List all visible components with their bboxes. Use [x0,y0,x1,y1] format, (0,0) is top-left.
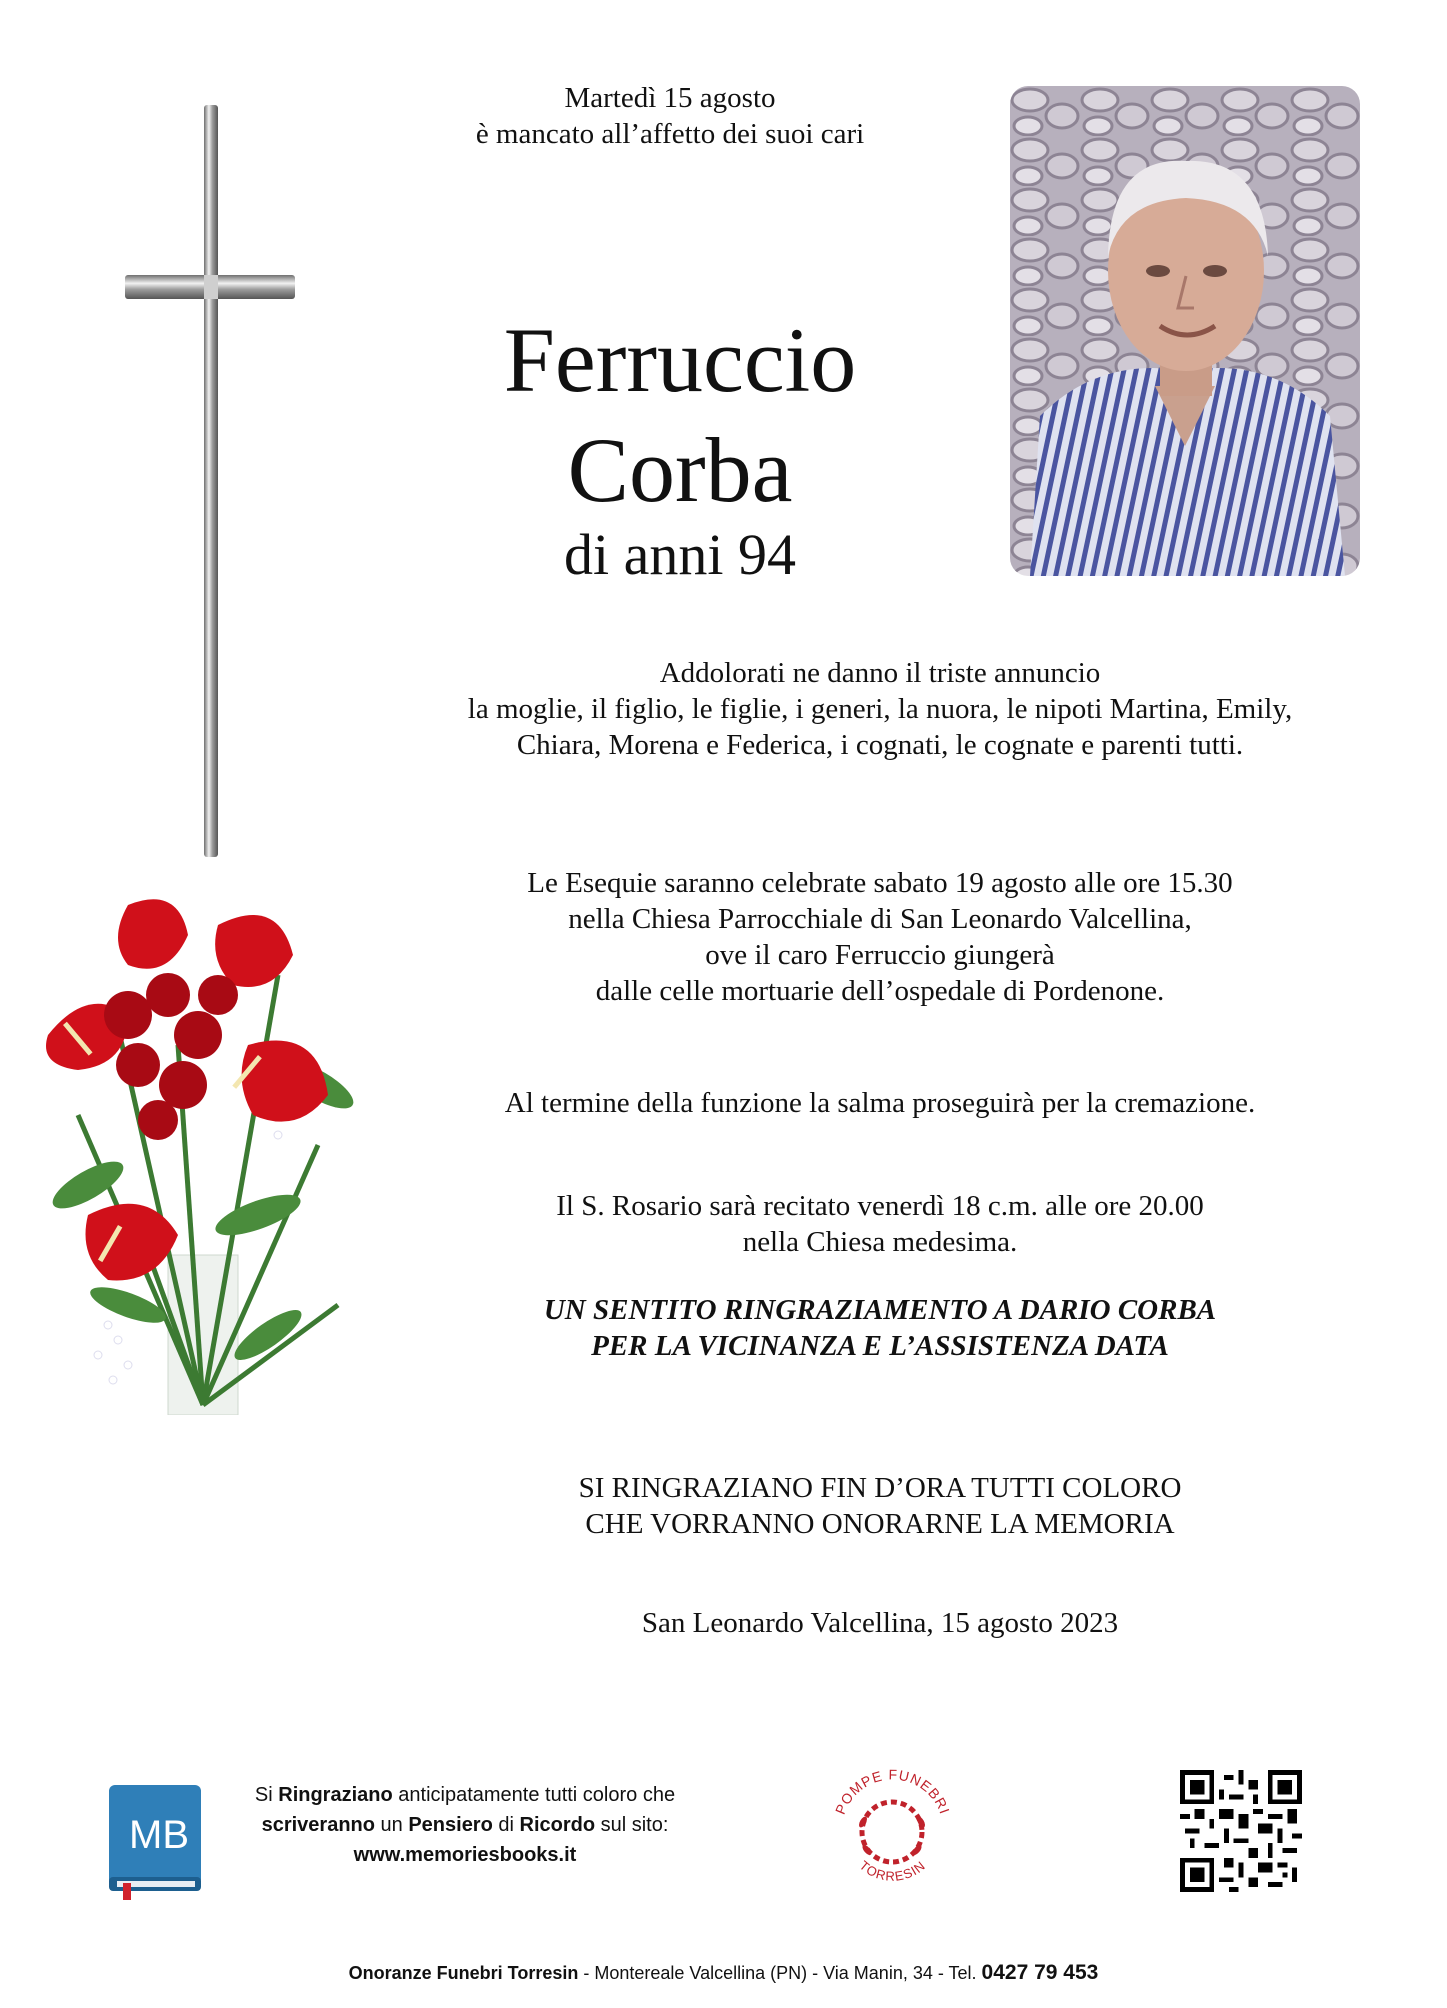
svg-text:TORRESIN [857,1858,929,1884]
memories-line-2 [225,1810,705,1840]
footer-address: - Montereale Valcellina (PN) - Via Manin, 34 - Tel. [578,1963,982,1983]
rosary-info [380,1188,1380,1260]
qr-code[interactable] [1180,1770,1302,1892]
funeral-line: dalle celle mortuarie dell’ospedale di Pordenone. [595,975,1165,1007]
pompe-funebri-logo [825,1760,960,1895]
special-thanks-line: PER LA VICINANZA E L’ASSISTENZA DATA [591,1330,1169,1362]
deceased-age: di anni 94 [564,522,796,587]
flowers-image [18,885,368,1415]
announcement-text [380,655,1380,763]
footer [0,1960,1447,1986]
death-intro [400,80,940,152]
announcement-line: Chiara, Morena e Federica, i cognati, le cognate e parenti tutti. [516,729,1244,761]
text-fragment-bold: scriveranno [261,1814,375,1836]
funeral-line: nella Chiesa Parrocchiale di San Leonardo Valcellina, [568,903,1192,935]
portrait-image [1010,86,1360,576]
pompe-logo-bottom-text: TORRESIN [856,1857,929,1884]
cross-icon [125,105,300,865]
death-date: Martedì 15 agosto [564,82,776,114]
text-fragment-bold: Ricordo [519,1814,596,1836]
rosary-line: nella Chiesa medesima. [742,1226,1018,1258]
general-thanks-line: CHE VORRANNO ONORARNE LA MEMORIA [585,1508,1175,1540]
deceased-name [430,305,930,525]
text-fragment: di [492,1814,520,1836]
memories-site-link[interactable]: www.memoriesbooks.it [353,1844,577,1866]
text-fragment: Si [254,1784,279,1806]
text-fragment: sul sito: [595,1814,669,1836]
text-fragment: un [374,1814,409,1836]
special-thanks-line: UN SENTITO RINGRAZIAMENTO A DARIO CORBA [543,1294,1217,1326]
general-thanks [380,1470,1380,1542]
text-fragment-bold: Pensiero [408,1814,493,1836]
text-fragment: anticipatamente tutti coloro che [392,1784,676,1806]
memoriesbooks-logo [105,1785,205,1900]
memoriesbooks-logo-text: MB [129,1813,189,1857]
funeral-info [380,865,1380,1009]
announcement-line: Addolorati ne danno il triste annuncio [659,657,1101,689]
special-thanks [380,1292,1380,1364]
announcement-line: la moglie, il figlio, le figlie, i generi, la nuora, le nipoti Martina, Emily, [467,693,1293,725]
footer-phone: 0427 79 453 [981,1961,1099,1984]
general-thanks-line: SI RINGRAZIANO FIN D’ORA TUTTI COLORO [578,1472,1182,1504]
memories-message [225,1780,705,1870]
death-phrase: è mancato all’affetto dei suoi cari [475,118,865,150]
cremation-note: Al termine della funzione la salma proseguirà per la cremazione. [504,1087,1256,1119]
first-name: Ferruccio [503,309,857,411]
funeral-line: ove il caro Ferruccio giungerà [705,939,1055,971]
footer-company: Onoranze Funebri Torresin [348,1963,579,1983]
place-date: San Leonardo Valcellina, 15 agosto 2023 [641,1607,1119,1639]
memories-line-1 [225,1780,705,1810]
svg-text:POMPE FUNEBRI [832,1766,953,1816]
portrait-photo [1010,86,1360,576]
rosary-line: Il S. Rosario sarà recitato venerdì 18 c.m. alle ore 20.00 [556,1190,1204,1222]
text-fragment-bold: Ringraziano [278,1784,393,1806]
funeral-line: Le Esequie saranno celebrate sabato 19 agosto alle ore 15.30 [527,867,1233,899]
pompe-logo-top-text: POMPE FUNEBRI [831,1766,954,1817]
last-name: Corba [567,419,793,521]
